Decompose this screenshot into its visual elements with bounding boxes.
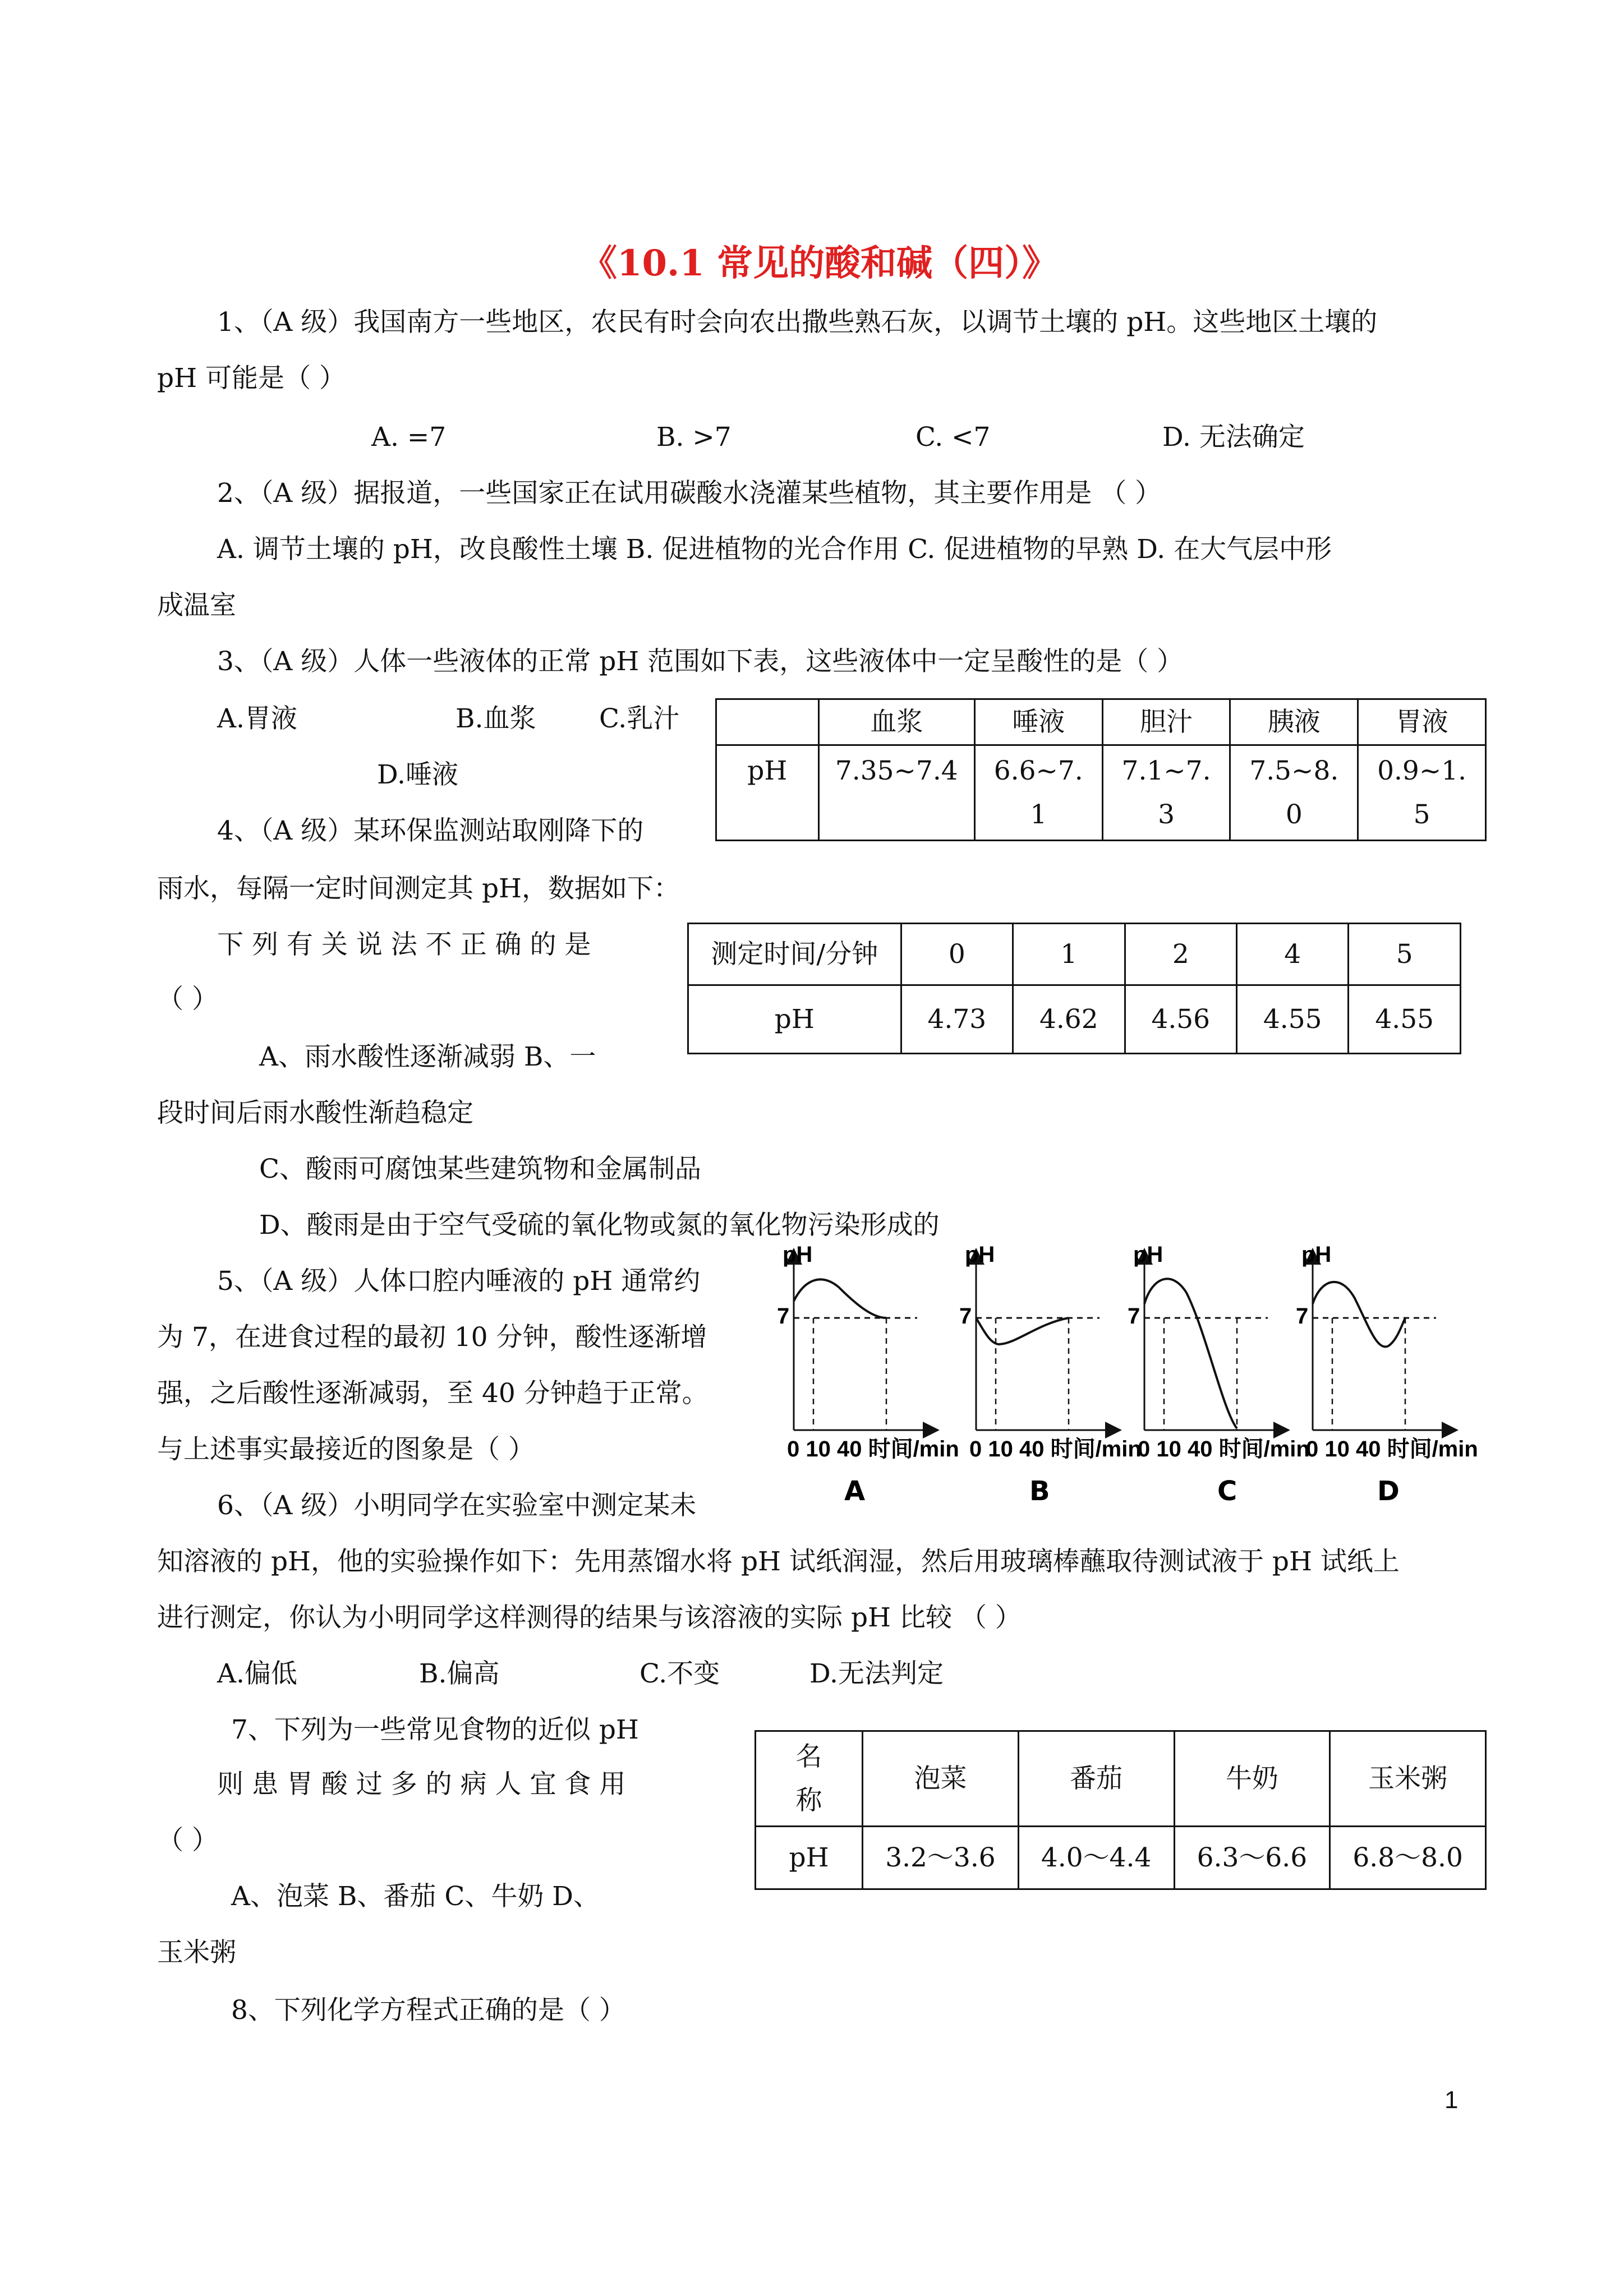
q3-cell — [1102, 745, 1230, 841]
q6-option-d: D.无法判定 — [809, 1658, 944, 1689]
q2-line3: 成温室 — [157, 590, 236, 621]
q3-cell — [1358, 745, 1486, 841]
q3-header: 唾液 — [974, 699, 1102, 745]
q3-header: 胰液 — [1230, 699, 1358, 745]
q4-option-a: A、雨水酸性逐渐减弱 B、一 — [259, 1041, 596, 1072]
q3-cell-line: 7.5~8. — [1249, 755, 1339, 786]
q3-cell-line: 0 — [1285, 799, 1303, 830]
q3-option-a: A.胃液 — [217, 703, 297, 734]
q1-option-d: D. 无法确定 — [1162, 422, 1305, 453]
graph-c-letter: C — [1217, 1476, 1237, 1507]
q3-row-label: pH — [716, 745, 819, 841]
q4-ph-table — [687, 923, 1461, 1054]
q3-cell-line: 7.35~7.4 — [835, 755, 958, 786]
q3-cell — [974, 745, 1102, 841]
q7-cell: 6.3～6.6 — [1174, 1827, 1330, 1889]
q2-line2: A. 调节土壤的 pH，改良酸性土壤 B. 促进植物的光合作用 C. 促进植物的早熟 D. 在大气层中形 — [217, 534, 1332, 565]
q4-header: 0 — [901, 924, 1013, 985]
q7-cell: 3.2～3.6 — [863, 1827, 1019, 1889]
graph-d-x-label: 0 10 40 时间/min — [1306, 1437, 1478, 1461]
q3-line1: 3、（A 级）人体一些液体的正常 pH 范围如下表，这些液体中一定呈酸性的是（ ） — [217, 646, 1184, 677]
q4-row-label: pH — [688, 985, 901, 1054]
q8-line1: 8、下列化学方程式正确的是（ ） — [231, 1995, 625, 2026]
q3-cell-line: 5 — [1413, 799, 1430, 830]
q4-line3: 下 列 有 关 说 法 不 正 确 的 是 — [217, 929, 591, 960]
graph-b-ref: 7 — [959, 1304, 972, 1329]
q4-header: 2 — [1125, 924, 1236, 985]
q7-line2: 则 患 胃 酸 过 多 的 病 人 宜 食 用 — [217, 1769, 626, 1800]
q7-cell: 4.0～4.4 — [1018, 1827, 1174, 1889]
q3-cell-line: 0.9~1. — [1377, 755, 1467, 786]
page-title: 《10.1 常见的酸和碱（四）》 — [581, 242, 1059, 284]
q7-header: 玉米粥 — [1330, 1731, 1486, 1827]
graph-c — [1128, 1242, 1310, 1507]
q4-line4: （ ） — [157, 984, 218, 1015]
graph-b-letter: B — [1029, 1476, 1050, 1507]
q4-header: 测定时间/分钟 — [688, 924, 901, 985]
q1-option-b: B. >7 — [656, 422, 732, 453]
graph-b-y-label: pH — [965, 1242, 995, 1267]
q7-line5: 玉米粥 — [157, 1937, 236, 1968]
q3-cell — [1230, 745, 1358, 841]
q7-header: 番茄 — [1018, 1731, 1174, 1827]
graph-d-y-label: pH — [1301, 1242, 1332, 1267]
q4-line1: 4、（A 级）某环保监测站取刚降下的 — [217, 815, 644, 846]
graph-c-x-label: 0 10 40 时间/min — [1138, 1437, 1310, 1461]
q3-header: 血浆 — [818, 699, 974, 745]
q5-line2: 为 7，在进食过程的最初 10 分钟，酸性逐渐增 — [157, 1322, 707, 1353]
q1-line1: 1、（A 级）我国南方一些地区，农民有时会向农出撒些熟石灰，以调节土壤的 pH。这些地区土壤的 — [217, 307, 1378, 338]
q3-cell-line: 6.6~7. — [993, 755, 1083, 786]
q4-option-d: D、酸雨是由于空气受硫的氧化物或氮的氧化物污染形成的 — [259, 1210, 940, 1241]
q3-option-b: B.血浆 — [456, 703, 536, 734]
q4-header: 5 — [1349, 924, 1461, 985]
q7-row-label: pH — [756, 1827, 863, 1889]
q4-cell: 4.73 — [901, 985, 1013, 1054]
q5-line1: 5、（A 级）人体口腔内唾液的 pH 通常约 — [217, 1266, 701, 1297]
graph-a-x-label: 0 10 40 时间/min — [787, 1437, 959, 1461]
graph-b — [959, 1242, 1142, 1507]
graph-d-letter: D — [1377, 1476, 1400, 1507]
q7-name-label-line: 称 — [795, 1785, 822, 1816]
graph-c-y-label: pH — [1133, 1242, 1163, 1267]
q7-food-ph-table — [755, 1730, 1487, 1890]
q5-line4: 与上述事实最接近的图象是（ ） — [157, 1434, 535, 1465]
page-number: 1 — [1444, 2086, 1459, 2114]
q4-header: 4 — [1237, 924, 1349, 985]
graph-b-x-label: 0 10 40 时间/min — [969, 1437, 1142, 1461]
graph-a-ref: 7 — [777, 1304, 790, 1329]
q6-option-c: C.不变 — [640, 1658, 720, 1689]
q4-cell: 4.56 — [1125, 985, 1236, 1054]
q6-line2: 知溶液的 pH，他的实验操作如下：先用蒸馏水将 pH 试纸润湿，然后用玻璃棒蘸取待测试液于 pH 试纸上 — [157, 1546, 1400, 1577]
graph-a-y-label: pH — [783, 1242, 813, 1267]
q4-cell: 4.62 — [1013, 985, 1125, 1054]
q6-option-a: A.偏低 — [217, 1658, 297, 1689]
q5-graphs — [777, 1242, 1512, 1507]
q3-option-c: C.乳汁 — [599, 703, 680, 734]
q6-line3: 进行测定，你认为小明同学这样测得的结果与该溶液的实际 pH 比较 （ ） — [157, 1602, 1022, 1633]
q7-cell: 6.8～8.0 — [1330, 1827, 1486, 1889]
graph-c-ref: 7 — [1128, 1304, 1140, 1329]
q7-header: 泡菜 — [863, 1731, 1019, 1827]
graph-a-letter: A — [844, 1476, 866, 1507]
q1-option-c: C. <7 — [915, 422, 991, 453]
q3-ph-table — [715, 698, 1487, 841]
q7-name-label — [756, 1731, 863, 1827]
q3-header: 胃液 — [1358, 699, 1486, 745]
q3-cell — [818, 745, 974, 841]
q3-header-blank — [716, 699, 819, 745]
q7-name-label-line: 名 — [795, 1741, 822, 1772]
q3-option-d: D.唾液 — [377, 759, 458, 790]
q3-cell-line: 3 — [1158, 799, 1175, 830]
q6-option-b: B.偏高 — [419, 1658, 500, 1689]
q7-line4: A、泡菜 B、番茄 C、牛奶 D、 — [231, 1881, 600, 1912]
q4-option-a-cont: 段时间后雨水酸性渐趋稳定 — [157, 1098, 473, 1128]
graph-a — [777, 1242, 959, 1507]
q4-line2: 雨水，每隔一定时间测定其 pH，数据如下： — [157, 873, 680, 904]
q7-header: 牛奶 — [1174, 1731, 1330, 1827]
q4-option-c: C、酸雨可腐蚀某些建筑物和金属制品 — [259, 1154, 701, 1184]
q7-line1: 7、下列为一些常见食物的近似 pH — [231, 1714, 639, 1745]
q6-line1: 6、（A 级）小明同学在实验室中测定某未 — [217, 1490, 697, 1521]
q7-line3: （ ） — [157, 1825, 218, 1856]
q4-cell: 4.55 — [1237, 985, 1349, 1054]
graph-d-ref: 7 — [1296, 1304, 1309, 1329]
q2-line1: 2、（A 级）据报道，一些国家正在试用碳酸水浇灌某些植物，其主要作用是 （ ） — [217, 478, 1162, 509]
q1-option-a: A. =7 — [371, 422, 447, 453]
q3-cell-line: 7.1~7. — [1121, 755, 1211, 786]
q3-cell-line: 1 — [1030, 799, 1047, 830]
q5-line3: 强，之后酸性逐渐减弱，至 40 分钟趋于正常。 — [157, 1378, 709, 1409]
q4-header: 1 — [1013, 924, 1125, 985]
q3-header: 胆汁 — [1102, 699, 1230, 745]
graph-d — [1296, 1242, 1478, 1507]
q1-line2: pH 可能是（ ） — [157, 363, 346, 394]
q4-cell: 4.55 — [1349, 985, 1461, 1054]
